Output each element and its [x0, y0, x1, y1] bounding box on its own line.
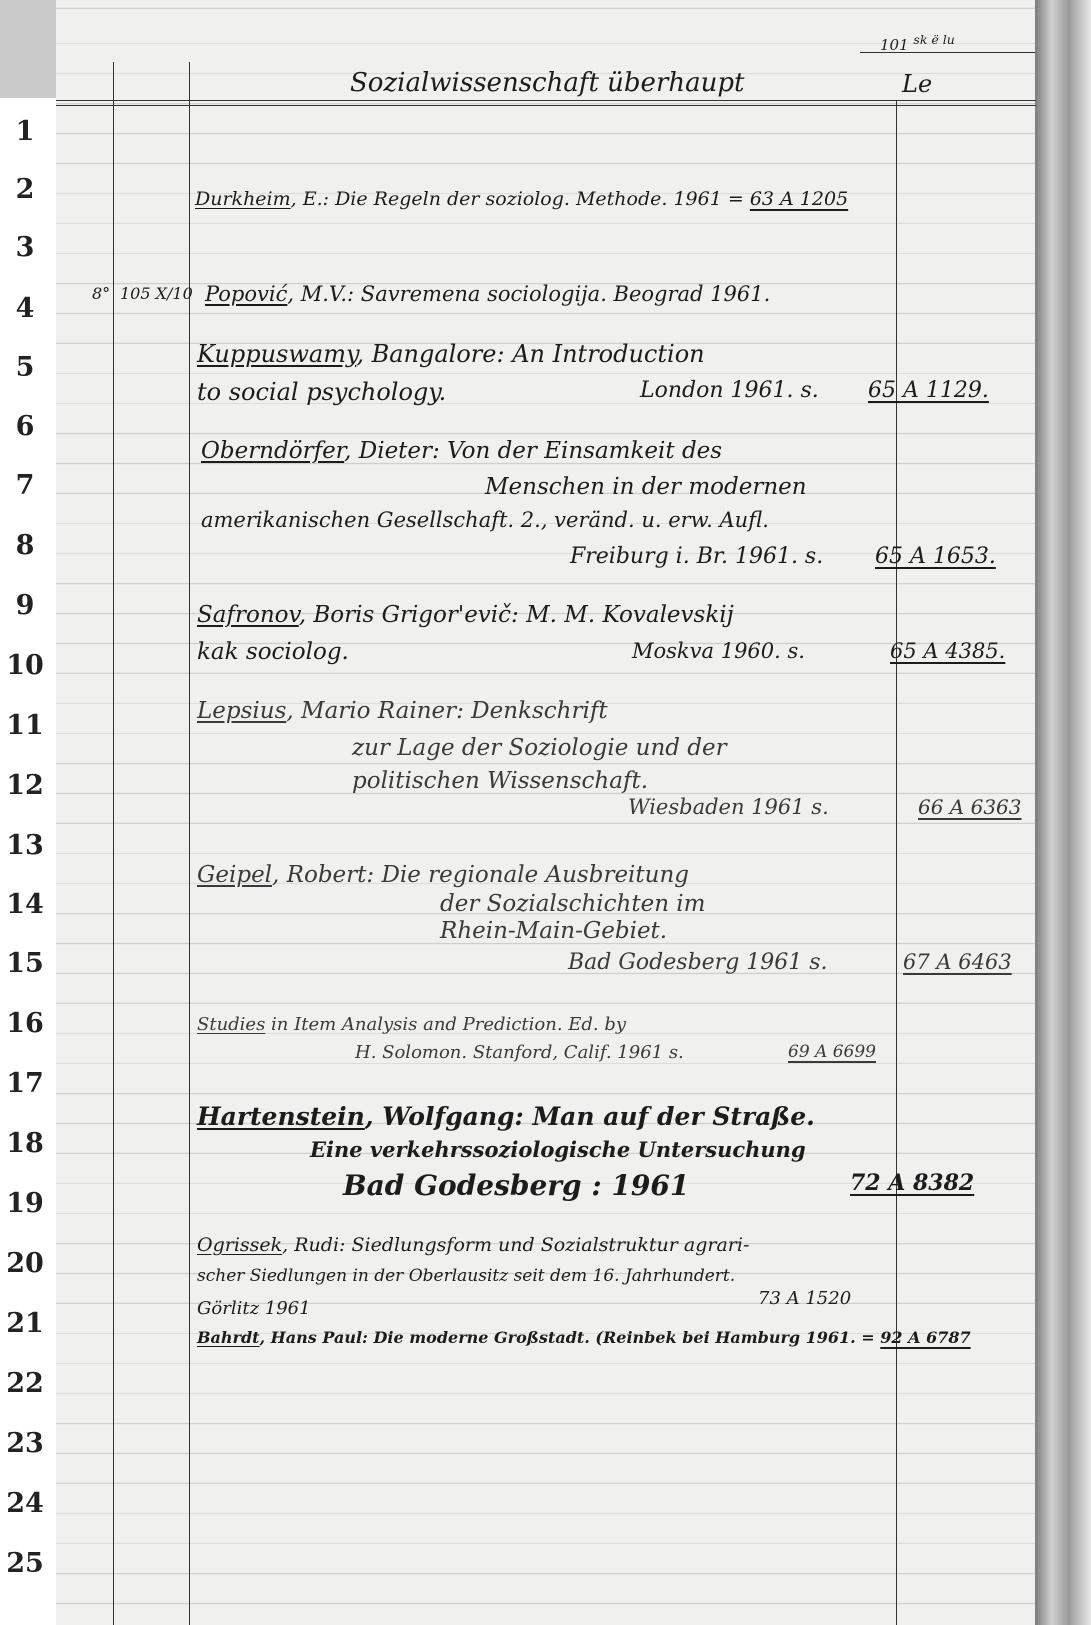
line-number: 15	[6, 948, 44, 979]
column-rule-signature	[896, 100, 897, 1625]
entry-title-line: amerikanischen Gesellschaft. 2., veränd. u. erw. Aufl.	[201, 508, 769, 532]
line-number: 21	[6, 1308, 44, 1339]
column-label: Le	[902, 70, 933, 98]
shelf-signature: 73 A 1520	[758, 1288, 852, 1309]
catalog-entry: Bahrdt, Hans Paul: Die moderne Großstadt. (Reinbek bei Hamburg 1961. = 92 A 6787	[197, 1328, 971, 1347]
corner-note: 101 $^{sk ë lu}$	[880, 32, 955, 54]
entry-author: Bahrdt	[197, 1328, 260, 1347]
entry-title-line: der Sozialschichten im	[440, 891, 706, 917]
line-number: 13	[6, 830, 44, 861]
line-number: 7	[15, 470, 35, 501]
shelf-signature: 92 A 6787	[880, 1328, 971, 1347]
line-number: 18	[6, 1128, 44, 1159]
entry-author: Geipel	[197, 862, 273, 888]
line-number: 6	[15, 411, 35, 442]
line-number: 9	[15, 590, 35, 621]
line-number: 4	[15, 293, 35, 324]
catalog-entry: Durkheim, E.: Die Regeln der soziolog. Methode. 1961 = 63 A 1205	[195, 188, 849, 210]
line-number: 22	[6, 1368, 44, 1399]
header-rule-bottom	[56, 105, 1036, 106]
entry-title-line: scher Siedlungen in der Oberlausitz seit dem 16. Jahrhundert.	[197, 1266, 736, 1286]
entry-imprint: London 1961. s.	[640, 378, 819, 403]
line-number: 1	[15, 116, 35, 147]
line-number: 2	[15, 174, 35, 205]
entry-title-line: Rhein-Main-Gebiet.	[440, 918, 668, 944]
line-number: 3	[15, 232, 35, 263]
line-number: 20	[6, 1248, 44, 1279]
book-page-edge	[1035, 0, 1091, 1625]
line-number: 11	[6, 710, 44, 741]
entry-author: Lepsius	[197, 698, 287, 724]
call-number: 105 X/10	[120, 284, 193, 303]
line-number: 10	[6, 650, 44, 681]
shelf-signature: 72 A 8382	[850, 1170, 975, 1196]
shelf-signature: 63 A 1205	[749, 188, 849, 210]
page-title: Sozialwissenschaft überhaupt	[350, 68, 745, 98]
ledger-page	[56, 0, 1057, 1625]
line-number: 17	[6, 1068, 44, 1099]
shelf-signature: 67 A 6463	[903, 950, 1012, 974]
shelf-signature: 69 A 6699	[788, 1042, 876, 1062]
header-rule-top	[56, 100, 1036, 101]
line-number: 23	[6, 1428, 44, 1459]
shelf-signature: 65 A 1653.	[875, 544, 996, 569]
entry-author: Safronov	[197, 602, 299, 628]
shelf-signature: 65 A 1129.	[868, 378, 989, 403]
entry-author: Hartenstein	[197, 1102, 365, 1131]
line-number: 12	[6, 770, 44, 801]
entry-imprint: Moskva 1960. s.	[632, 639, 805, 663]
catalog-entry: Popović, M.V.: Savremena sociologija. Beograd 1961.	[205, 282, 771, 306]
entry-title-line: zur Lage der Soziologie und der	[352, 735, 727, 761]
line-number: 5	[15, 352, 35, 383]
entry-author: Durkheim	[195, 188, 291, 210]
entry-author: Popović	[205, 282, 288, 306]
entry-imprint: Freiburg i. Br. 1961. s.	[570, 544, 824, 569]
entry-title-line: to social psychology.	[197, 378, 447, 406]
entry-title-line: politischen Wissenschaft.	[352, 768, 649, 794]
entry-imprint: Bad Godesberg : 1961	[343, 1169, 690, 1202]
column-rule-left	[113, 62, 114, 1625]
line-number: 8	[15, 530, 35, 561]
line-number: 25	[6, 1548, 44, 1579]
entry-title-line: kak sociolog.	[197, 639, 349, 665]
entry-author: Ogrissek	[197, 1234, 283, 1256]
gutter-top-shadow	[0, 0, 56, 98]
entry-imprint: Bad Godesberg 1961 s.	[568, 950, 828, 975]
format-mark: 8°	[92, 284, 111, 303]
line-number: 24	[6, 1488, 44, 1519]
line-number: 19	[6, 1188, 44, 1219]
entry-author: Oberndörfer	[201, 438, 345, 464]
entry-title-line: Menschen in der modernen	[485, 474, 807, 500]
entry-author: Studies	[197, 1014, 266, 1035]
entry-author: Kuppuswamy	[197, 340, 357, 368]
entry-title-line: Eine verkehrssoziologische Untersuchung	[310, 1137, 806, 1162]
entry-title-line: H. Solomon. Stanford, Calif. 1961 s.	[355, 1042, 684, 1063]
shelf-signature: 66 A 6363	[918, 795, 1022, 819]
entry-imprint: Wiesbaden 1961 s.	[628, 795, 829, 819]
shelf-signature: 65 A 4385.	[890, 639, 1006, 663]
line-number: 14	[6, 889, 44, 920]
entry-imprint: Görlitz 1961	[197, 1298, 311, 1319]
line-number: 16	[6, 1008, 44, 1039]
